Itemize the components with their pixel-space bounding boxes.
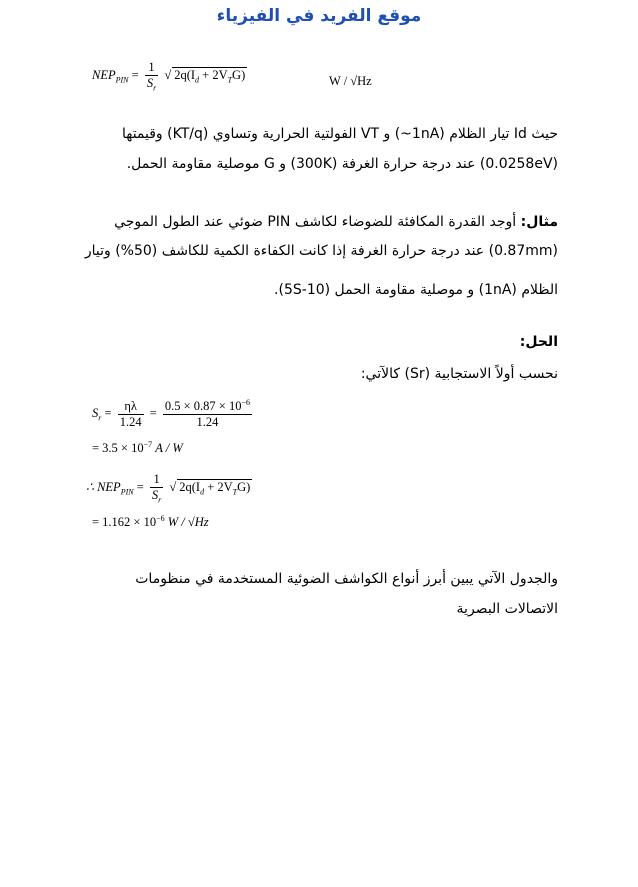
denominator-1-24: 1.24: [119, 414, 142, 429]
square-root: [172, 67, 247, 85]
root-sub-t: T: [227, 75, 233, 85]
root-term-1: 2q(I: [179, 480, 201, 495]
nep-calculation: ∴ $NEP_{PIN}$ = $\frac{1}{S_r}$ √ $2q(I_d + 2V_TG)$: [86, 472, 251, 505]
responsivity-unit: A / W: [155, 441, 183, 456]
example-line-2: (0.87mm) عند درجة حرارة الغرفة إذا كانت الكفاءة الكمية للكاشف (50%) وتيار: [84, 243, 558, 259]
sr-subscript: r: [153, 83, 157, 93]
example-line-1: [114, 214, 558, 230]
solution-label: الحل:: [519, 334, 558, 350]
responsivity-exponent: −7: [143, 440, 153, 449]
fraction-numerator: 1: [148, 60, 155, 74]
nep-result: [92, 514, 209, 530]
fraction: [145, 60, 158, 93]
root-term-2: + 2V: [204, 480, 233, 495]
closing-line-1: والجدول الآتي يبين أبرز أنواع الكواشف الضوئية المستخدمة في منظومات: [135, 571, 558, 587]
fraction-values: [163, 398, 252, 430]
sr-symbol: S: [151, 488, 159, 502]
nep-unit: W / √Hz: [167, 515, 209, 530]
closing-line-2: الاتصالات البصرية: [456, 601, 558, 617]
root-term-1: 2q(I: [174, 68, 196, 83]
root-term-2: + 2V: [199, 68, 228, 83]
nep-unit: W / √Hz: [329, 74, 372, 88]
therefore-nep: ∴ NEP: [86, 480, 121, 495]
responsivity-value: = 3.5 × 10: [92, 441, 144, 456]
solution-line-1: نحسب أولاً الاستجابية (Sr) كالآتي:: [360, 366, 558, 382]
page-header: موقع الفريد في الفيزياء: [216, 6, 422, 26]
root-sub-t: T: [232, 487, 238, 497]
values-text: 0.5 × 0.87 × 10: [164, 399, 242, 414]
definitions-line-1: حيث Id تيار الظلام (1nA~) و VT الفولتية الحرارية وتساوي (KT/q) وقيمتها: [121, 126, 558, 142]
nep-value: = 1.162 × 10: [92, 515, 157, 530]
nep-subscript: PIN: [120, 487, 134, 497]
example-label: مثال:: [520, 214, 558, 230]
fraction-eta-lambda: [118, 399, 144, 430]
fraction-denominator: [145, 75, 158, 93]
values-exponent: −6: [241, 398, 250, 407]
fraction-denominator: [150, 487, 163, 505]
root-term-3: G): [232, 68, 246, 83]
sr-subscript: r: [98, 413, 102, 423]
example-line-3: الظلام (1nA) و موصلية مقاومة الحمل (10-5S).: [274, 282, 558, 298]
root-sub-d: d: [195, 75, 200, 85]
sr-symbol: S: [146, 76, 154, 90]
values-denominator: 1.24: [163, 414, 252, 430]
definitions-line-2: (0.0258eV) عند درجة حرارة الغرفة (300K) و G موصلية مقاومة الحمل.: [126, 156, 558, 172]
root-sub-d: d: [200, 487, 205, 497]
fraction-numerator: 1: [153, 472, 160, 486]
nep-exponent: −6: [156, 514, 165, 523]
nep-formula: $NEP_{PIN}$ = $\frac{1}{S_r}$ √ $2q(I_d + 2V_TG)$: [92, 60, 246, 93]
fraction: [150, 472, 163, 505]
square-root: [177, 479, 252, 497]
responsivity-equation: $S_r$ = $\frac{\eta\lambda}{1.24}$ = $\frac{0.5 \times 0.87 \times 10^{-6}}{1.24}$: [92, 398, 250, 430]
responsivity-result: [92, 440, 183, 456]
nep-subscript: PIN: [115, 75, 129, 85]
nep-symbol: NEP: [92, 68, 116, 83]
values-numerator: [163, 398, 252, 414]
sr-subscript: r: [158, 495, 162, 505]
eta-lambda: ηλ: [124, 398, 137, 413]
sr-symbol: S: [92, 405, 99, 420]
root-term-3: G): [237, 480, 251, 495]
example-text-1: أوجد القدرة المكافئة للضوضاء لكاشف PIN ضوئي عند الطول الموجي: [114, 214, 517, 230]
